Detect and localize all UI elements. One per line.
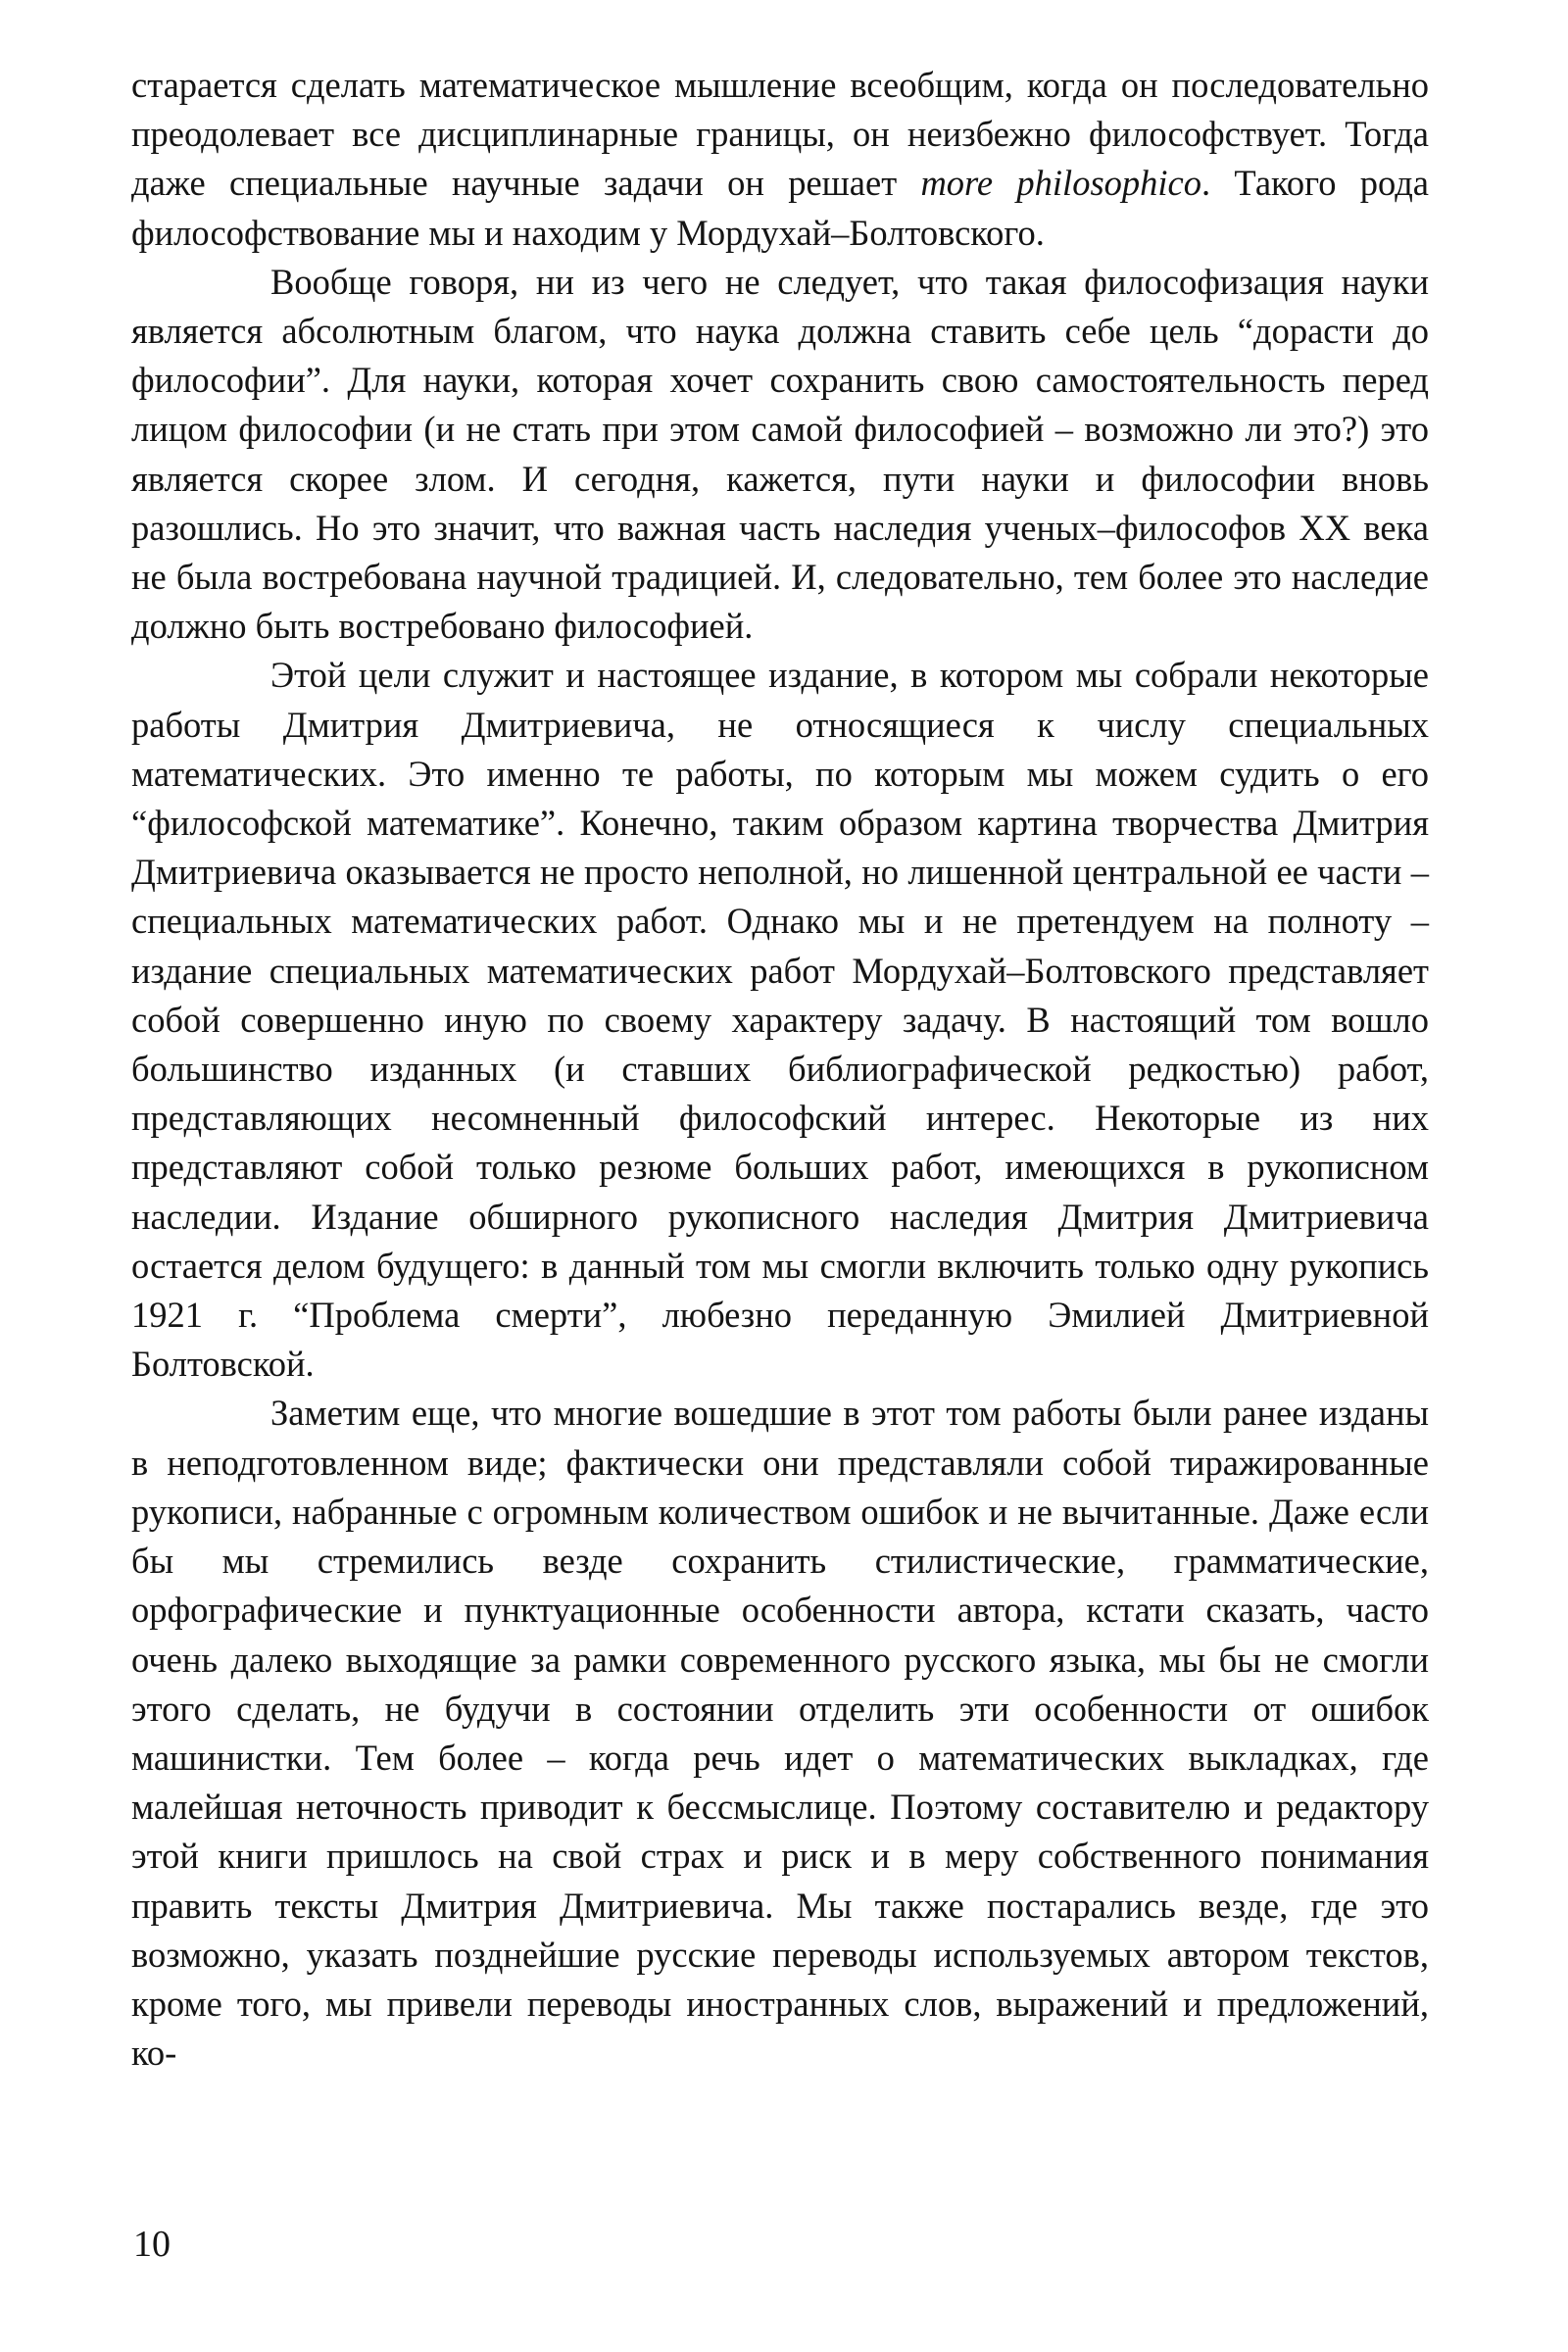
paragraph-1 (131, 61, 1429, 258)
paragraph-4: Заметим еще, что многие вошедшие в этот том работы были ранее изданы в неподготовленном виде; фактически они представляли собой тиражированные рукописи, набранные с огромным количеством ошибок и не вычитанные. Даже если бы мы стремились везде сохранить стилистические, грамматические, орфографические и пунктуационные особенности автора, кстати сказать, часто очень далеко выходящие за рамки современного русского языка, мы бы не смогли этого сделать, не будучи в состоянии отделить эти особенности от ошибок машинистки. Тем более – когда речь идет о математических выкладках, где малейшая неточность приводит к бессмыслице. Поэтому составителю и редактору этой книги пришлось на свой страх и риск и в меру собственного понимания править тексты Дмитрия Дмитриевича. Мы также постарались везде, где это возможно, указать позднейшие русские переводы используемых автором текстов, кроме того, мы привели переводы иностранных слов, выражений и предложений, ко- (131, 1393, 1429, 2074)
paragraph-3: Этой цели служит и настоящее издание, в котором мы собрали некоторые работы Дмитрия Дмитриевича, не относящиеся к числу специальных математических. Это именно те работы, по которым мы можем судить о его “философской математике”. Конечно, таким образом картина творчества Дмитрия Дмитриевича оказывается не просто неполной, но лишенной центральной ее части – специальных математических работ. Однако мы и не претендуем на полноту – издание специальных математических работ Мордухай–Болтовского представляет собой совершенно иную по своему характеру задачу. В настоящий том вошло большинство изданных (и ставших библиографической редкостью) работ, представляющих несомненный философский интерес. Некоторые из них представляют собой только резюме больших работ, имеющихся в рукописном наследии. Издание обширного рукописного наследия Дмитрия Дмитриевича остается делом будущего: в данный том мы смогли включить только одну рукопись 1921 г. “Проблема смерти”, любезно переданную Эмилией Дмитриевной Болтовской. (131, 655, 1429, 1385)
paragraph-1-end: . Такого рода философствование мы и находим у Мордухай–Болтовского. (131, 163, 1429, 253)
page-number: 10 (133, 2224, 171, 2265)
paragraph-1-start: старается сделать математическое мышление всеобщим, когда он последовательно преодолевает все дисциплинарные границы, он неизбежно философствует. Тогда даже специальные научные задачи он решает (131, 65, 1429, 204)
body-text (131, 61, 1429, 2078)
paragraph-2: Вообще говоря, ни из чего не следует, что такая философизация науки является абсолютным благом, что наука должна ставить себе цель “дорасти до философии”. Для науки, которая хочет сохранить свою самостоятельность перед лицом философии (и не стать при этом самой философией – возможно ли это?) это является скорее злом. И сегодня, кажется, пути науки и философии вновь разошлись. Но это значит, что важная часть наследия ученых–философов XX века не была востребована научной традицией. И, следовательно, тем более это наследие должно быть востребовано философией. (131, 261, 1429, 647)
latin-phrase: more philosophico (920, 163, 1201, 204)
